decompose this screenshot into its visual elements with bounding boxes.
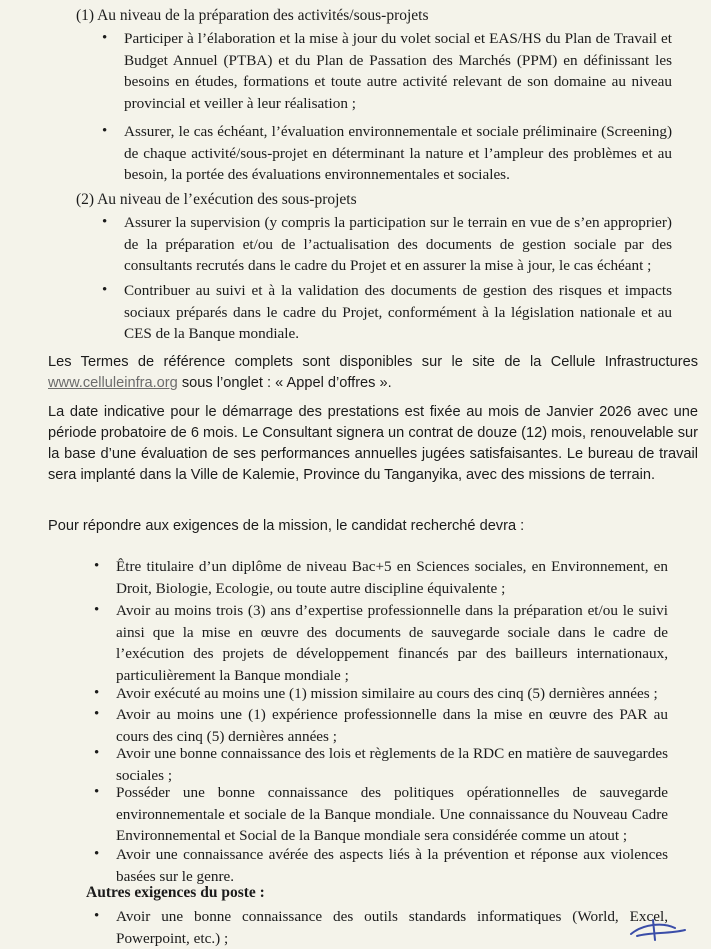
list-item: • Avoir au moins trois (3) ans d’expertise professionnelle dans la préparation et/ou le suivi ainsi que la mise en œuvre des documents de sauvegarde sociale dans le cadre de l’exécution des projets de développement financés par des bailleurs internationaux, particulièrement la Banque mondiale ;: [94, 602, 668, 684]
bullet-icon: •: [94, 846, 100, 862]
bullet-icon: •: [94, 558, 100, 574]
list-item: • Participer à l’élaboration et la mise à jour du volet social et EAS/HS du Plan de Travail et Budget Annuel (PTBA) et du Plan de Passation des Marchés (PPM) en définissant les besoins en études, formations et toute autre activité relevant de son domaine au niveau provincial et veiller à leur réalisation ;: [102, 30, 672, 112]
requirements-intro: Pour répondre aux exigences de la mission, le candidat recherché devra :: [48, 518, 525, 534]
bullet-icon: •: [102, 30, 108, 46]
list-item: • Être titulaire d’un diplôme de niveau Bac+5 en Sciences sociales, en Environnement, en Droit, Biologie, Ecologie, ou toute autre discipline équivalente ;: [94, 558, 668, 597]
date-paragraph: La date indicative pour le démarrage des prestations est fixée au mois de Janvier 2026 avec une période probatoire de 6 mois. Le Consultant signera un contrat de douze (12) mois, renouvelable sur la base d’une évaluation de ses performances annuelles jugées satisfaisantes. Le bureau de travail sera implanté dans la Ville de Kalemie, Province du Tanganyika, avec des missions de terrain.: [48, 404, 698, 483]
bullet-icon: •: [94, 908, 100, 924]
list-item: • Posséder une bonne connaissance des politiques opérationnelles de sauvegarde environnementale et sociale de la Banque mondiale. Une connaissance du Nouveau Cadre Environnemental et Social de la Banque mondiale sera considérée comme un atout ;: [94, 784, 668, 844]
list-item: • Assurer, le cas échéant, l’évaluation environnementale et sociale préliminaire (Screening) de chaque activité/sous-projet en déterminant la nature et l’ampleur des problèmes et au besoin, la portée des évaluations environnementales et sociales.: [102, 123, 672, 183]
list-item: • Avoir une connaissance avérée des aspects liés à la prévention et réponse aux violences basées sur le genre.: [94, 846, 668, 885]
bullet-icon: •: [94, 602, 100, 618]
list-item: • Avoir une bonne connaissance des lois et règlements de la RDC en matière de sauvegardes sociales ;: [94, 745, 668, 784]
tdr-paragraph: Les Termes de référence complets sont disponibles sur le site de la Cellule Infrastructures www.celluleinfra.org sous l’onglet : « Appel d’offres ».: [48, 354, 698, 391]
bullet-icon: •: [102, 123, 108, 139]
section-1-heading: (1) Au niveau de la préparation des activités/sous-projets: [76, 7, 429, 24]
list-item: • Assurer la supervision (y compris la participation sur le terrain en vue de s’en approprier) de la préparation et/ou de l’actualisation des documents de gestion sociale par des consultants recrutés dans le cadre du Projet et en assurer la mise à jour, le cas échéant ;: [102, 214, 672, 274]
bullet-icon: •: [102, 214, 108, 230]
section-2-heading: (2) Au niveau de l’exécution des sous-projets: [76, 191, 357, 208]
other-requirements-heading: Autres exigences du poste :: [86, 884, 265, 901]
list-item: • Contribuer au suivi et à la validation des documents de gestion des risques et impacts sociaux préparés dans le cadre du Projet, conformément à la législation nationale et au CES de la Banque mondiale.: [102, 282, 672, 342]
bullet-icon: •: [102, 282, 108, 298]
list-item: • Avoir exécuté au moins une (1) mission similaire au cours des cinq (5) dernières années ;: [116, 683, 676, 705]
bullet-icon: •: [94, 745, 100, 761]
list-item: • Avoir au moins une (1) expérience professionnelle dans la mise en œuvre des PAR au cours des cinq (5) dernières années ;: [94, 706, 668, 745]
website-link[interactable]: www.celluleinfra.org: [48, 375, 178, 391]
bullet-icon: •: [94, 706, 100, 722]
signature-mark: [623, 916, 693, 942]
bullet-icon: •: [94, 784, 100, 800]
list-item: • Avoir une bonne connaissance des outils standards informatiques (World, Excel, Powerpoint, etc.) ;: [94, 908, 668, 947]
bullet-icon: •: [94, 685, 100, 701]
